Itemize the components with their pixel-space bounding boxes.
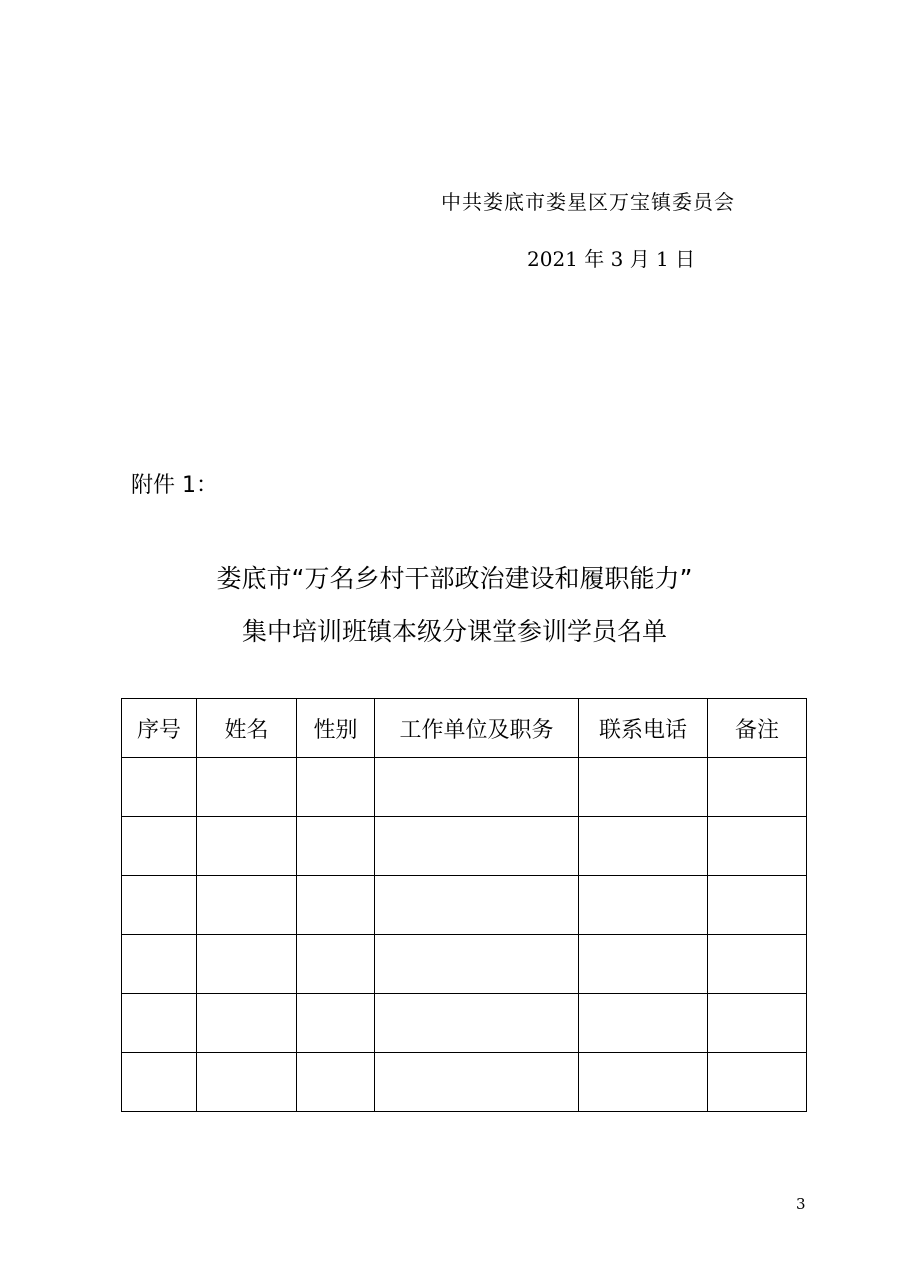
table-cell [708, 817, 807, 876]
header-work-unit-position: 工作单位及职务 [375, 699, 579, 758]
document-title-line-2: 集中培训班镇本级分课堂参训学员名单 [241, 617, 667, 646]
table-cell [708, 935, 807, 994]
issue-date: 2021 年 3 月 1 日 [527, 247, 696, 271]
table-cell [297, 876, 375, 935]
table-cell [122, 1053, 197, 1112]
table-row [122, 758, 807, 817]
table-cell [708, 1053, 807, 1112]
table-cell [197, 994, 297, 1053]
document-title-line-1: 娄底市“万名乡村干部政治建设和履职能力” [216, 564, 693, 593]
table-cell [297, 935, 375, 994]
table-cell [122, 758, 197, 817]
table-cell [375, 1053, 579, 1112]
table-cell [197, 1053, 297, 1112]
header-serial-number: 序号 [122, 699, 197, 758]
table-cell [122, 817, 197, 876]
issuing-organization: 中共娄底市娄星区万宝镇委员会 [441, 190, 735, 214]
header-phone: 联系电话 [579, 699, 708, 758]
table-cell [579, 935, 708, 994]
table-cell [197, 817, 297, 876]
header-name: 姓名 [197, 699, 297, 758]
table-cell [297, 1053, 375, 1112]
table-cell [297, 758, 375, 817]
attachment-label: 附件 1： [131, 473, 218, 498]
table-cell [708, 994, 807, 1053]
header-gender: 性别 [297, 699, 375, 758]
table-cell [375, 817, 579, 876]
table-cell [297, 994, 375, 1053]
table-cell [297, 817, 375, 876]
table-cell [579, 876, 708, 935]
header-remarks: 备注 [708, 699, 807, 758]
trainee-roster-table [121, 698, 807, 1112]
table-cell [708, 876, 807, 935]
table-cell [579, 994, 708, 1053]
table-cell [375, 758, 579, 817]
table-row [122, 935, 807, 994]
table-cell [122, 876, 197, 935]
table-row [122, 817, 807, 876]
table-header-row [122, 699, 807, 758]
table-cell [375, 935, 579, 994]
table-cell [579, 758, 708, 817]
table-cell [197, 935, 297, 994]
table-cell [375, 876, 579, 935]
table-cell [708, 758, 807, 817]
page-number: 3 [796, 1195, 806, 1213]
table-cell [197, 876, 297, 935]
table-cell [579, 1053, 708, 1112]
table-cell [375, 994, 579, 1053]
table-row [122, 994, 807, 1053]
table-cell [579, 817, 708, 876]
table-cell [122, 994, 197, 1053]
table-cell [197, 758, 297, 817]
table-row [122, 876, 807, 935]
table-row [122, 1053, 807, 1112]
table-cell [122, 935, 197, 994]
